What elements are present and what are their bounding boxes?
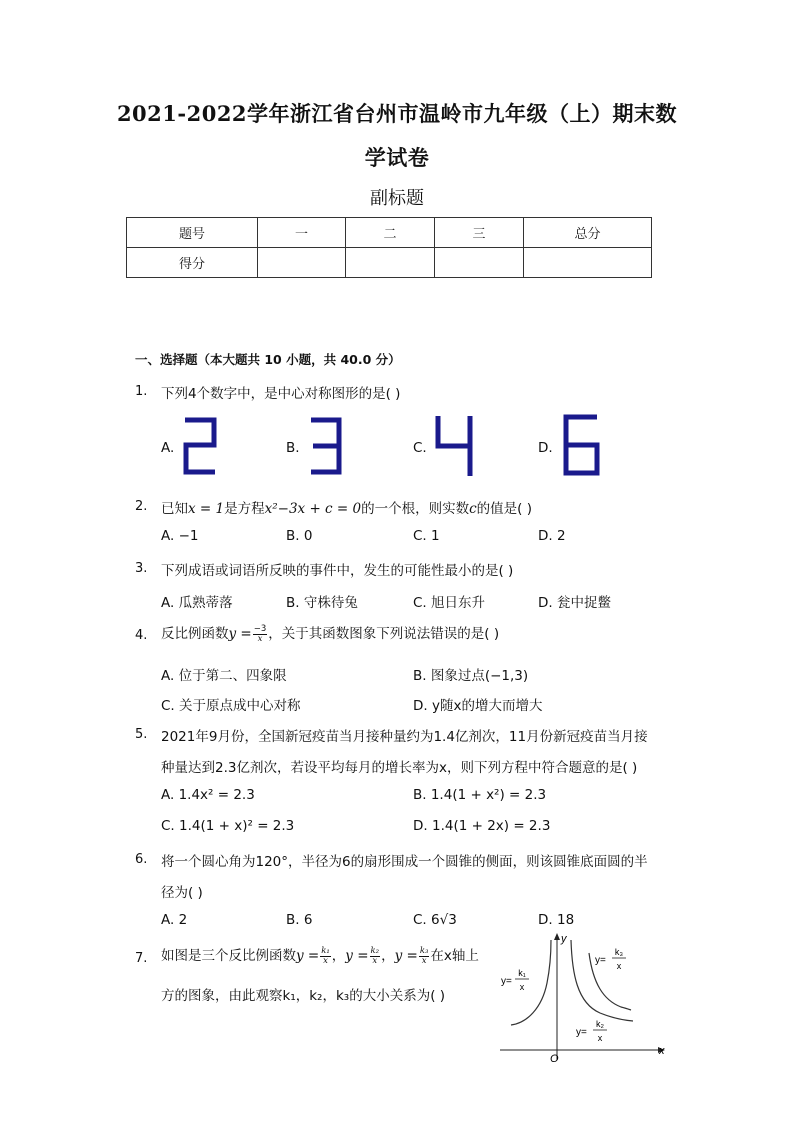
curve-label-k2-num: k₂	[596, 1019, 604, 1029]
digit-6-figure	[560, 412, 604, 478]
curve-label-k3-num: k₃	[614, 947, 624, 957]
option-b: B. 0	[286, 528, 313, 544]
question-text	[161, 622, 499, 644]
math-expression: y =	[296, 948, 320, 964]
math-expression: x = 1	[188, 501, 225, 517]
curve-k1	[511, 940, 551, 1025]
question-text: 将一个圆心角为120°，半径为6的扇形围成一个圆锥的侧面，则该圆锥底面圆的半	[161, 854, 648, 870]
option-b: B. 守株待兔	[286, 595, 358, 611]
page-title-line2: 学试卷	[364, 145, 430, 170]
option-c: C. 1	[413, 528, 440, 544]
option-label-a: A.	[161, 440, 175, 456]
question-number: 7.	[135, 951, 148, 966]
fraction-numerator: k₂	[370, 945, 380, 956]
fraction	[253, 625, 268, 644]
question-text: 种量达到2.3亿剂次，若设平均每月的增长率为x，则下列方程中符合题意的是( )	[161, 760, 638, 776]
question-number: 3.	[135, 561, 148, 576]
option-d: D. 18	[538, 912, 575, 928]
y-axis-label: y	[561, 933, 567, 945]
question-text: 方的图象，由此观察k₁，k₂，k₃的大小关系为( )	[161, 988, 446, 1004]
question-text: 下列成语或词语所反映的事件中，发生的可能性最小的是( )	[161, 563, 514, 579]
section-heading: 一、选择题（本大题共 10 小题，共 40.0 分）	[135, 352, 401, 367]
fraction-denominator: x	[257, 633, 263, 644]
question-number: 2.	[135, 499, 148, 514]
score-table-header: 二	[346, 218, 435, 248]
question-text-part: 反比例函数	[161, 626, 229, 642]
digit-3-figure	[305, 415, 345, 477]
score-table-header: 题号	[127, 218, 258, 248]
digit-4-figure	[432, 412, 478, 480]
fraction-denominator: x	[372, 955, 378, 966]
question-text-part: 是方程	[224, 501, 265, 517]
score-table-header: 一	[258, 218, 346, 248]
question-text-part: 在x轴上	[430, 948, 479, 964]
score-cell[interactable]	[346, 248, 435, 278]
option-d: D. 1.4(1 + 2x) = 2.3	[413, 818, 551, 834]
fraction-numerator: −3	[253, 623, 267, 634]
fraction-denominator: x	[421, 955, 427, 966]
curve-k2	[571, 940, 633, 1021]
option-a: A. 2	[161, 912, 188, 928]
fraction	[320, 947, 331, 966]
origin-label: O	[550, 1053, 559, 1063]
option-b: B. 图象过点(−1,3)	[413, 668, 529, 684]
y-axis-arrow	[554, 933, 560, 940]
question-text: 如图是三个反比例函数y = $\frac{\text{k₁}}{x}$ ，y = $\frac{\text{k₂}}{x}$ ，y = $\frac{\text{k₃}}{x}$ 在x轴上	[161, 945, 479, 966]
curve-label-k2-den: x	[597, 1033, 603, 1043]
question-number: 1.	[135, 384, 148, 399]
option-d: D. y随x的增大而增大	[413, 698, 543, 714]
option-a: A. −1	[161, 528, 199, 544]
score-table-row	[127, 248, 652, 278]
math-expression: y =	[345, 948, 369, 964]
option-a: A. 瓜熟蒂落	[161, 595, 233, 611]
option-c: C. 旭日东升	[413, 595, 486, 611]
option-label-d: D.	[538, 440, 553, 456]
score-table-header-row	[127, 218, 652, 248]
option-c: C. 关于原点成中心对称	[161, 698, 301, 714]
score-cell[interactable]	[258, 248, 346, 278]
option-label-c: C.	[413, 440, 427, 456]
fraction-numerator: k₃	[419, 945, 429, 956]
question-text	[161, 497, 532, 517]
hyperbola-figure	[495, 928, 670, 1067]
option-a: A. 1.4x² = 2.3	[161, 787, 255, 803]
option-d: D. 瓮中捉鳖	[538, 595, 611, 611]
question-text: 径为( )	[161, 885, 203, 901]
page-subtitle: 副标题	[370, 188, 424, 209]
question-number: 5.	[135, 727, 148, 742]
fraction-denominator: x	[323, 955, 328, 966]
page-title-line1: 2021-2022学年浙江省台州市温岭市九年级（上）期末数	[116, 101, 678, 126]
score-table-header: 三	[435, 218, 524, 248]
score-table	[126, 217, 652, 278]
option-a: A. 位于第二、四象限	[161, 668, 287, 684]
option-c: C. 1.4(1 + x)² = 2.3	[161, 818, 295, 834]
score-row-label: 得分	[127, 248, 258, 278]
x-axis-label: x	[659, 1045, 665, 1057]
question-text: 2021年9月份，全国新冠疫苗当月接种量约为1.4亿剂次，11月份新冠疫苗当月接	[161, 729, 648, 745]
math-expression: y =	[394, 948, 418, 964]
question-text-part: 的值是( )	[476, 501, 532, 517]
score-cell[interactable]	[524, 248, 652, 278]
question-number: 6.	[135, 852, 148, 867]
curve-label-k1-den: x	[519, 982, 525, 992]
question-text-part: 已知	[161, 501, 188, 517]
fraction	[419, 947, 430, 966]
question-text-part: ，关于其函数图象下列说法错误的是( )	[268, 626, 500, 642]
math-expression: c	[469, 501, 477, 517]
curve-label-k1-num: k₁	[518, 968, 526, 978]
score-cell[interactable]	[435, 248, 524, 278]
fraction-numerator: k₁	[321, 945, 330, 956]
option-label-b: B.	[286, 440, 300, 456]
curve-label-k3-den: x	[616, 961, 622, 971]
curve-label-k1: y=	[501, 976, 512, 987]
question-number: 4.	[135, 628, 148, 643]
option-b: B. 6	[286, 912, 313, 928]
option-b: B. 1.4(1 + x²) = 2.3	[413, 787, 547, 803]
option-c: C. 6√3	[413, 912, 457, 928]
fraction	[370, 947, 381, 966]
score-table-header: 总分	[524, 218, 652, 248]
math-expression: y =	[228, 626, 252, 642]
question-text-part: 的一个根，则实数	[361, 501, 470, 517]
math-expression: x²−3x + c = 0	[264, 501, 362, 517]
curve-label-k2: y=	[576, 1027, 587, 1038]
question-text-part: 如图是三个反比例函数	[161, 948, 296, 964]
curve-label-k3: y=	[595, 955, 606, 966]
digit-2-figure	[180, 415, 220, 477]
option-d: D. 2	[538, 528, 566, 544]
question-text: 下列4个数字中，是中心对称图形的是( )	[161, 386, 401, 402]
